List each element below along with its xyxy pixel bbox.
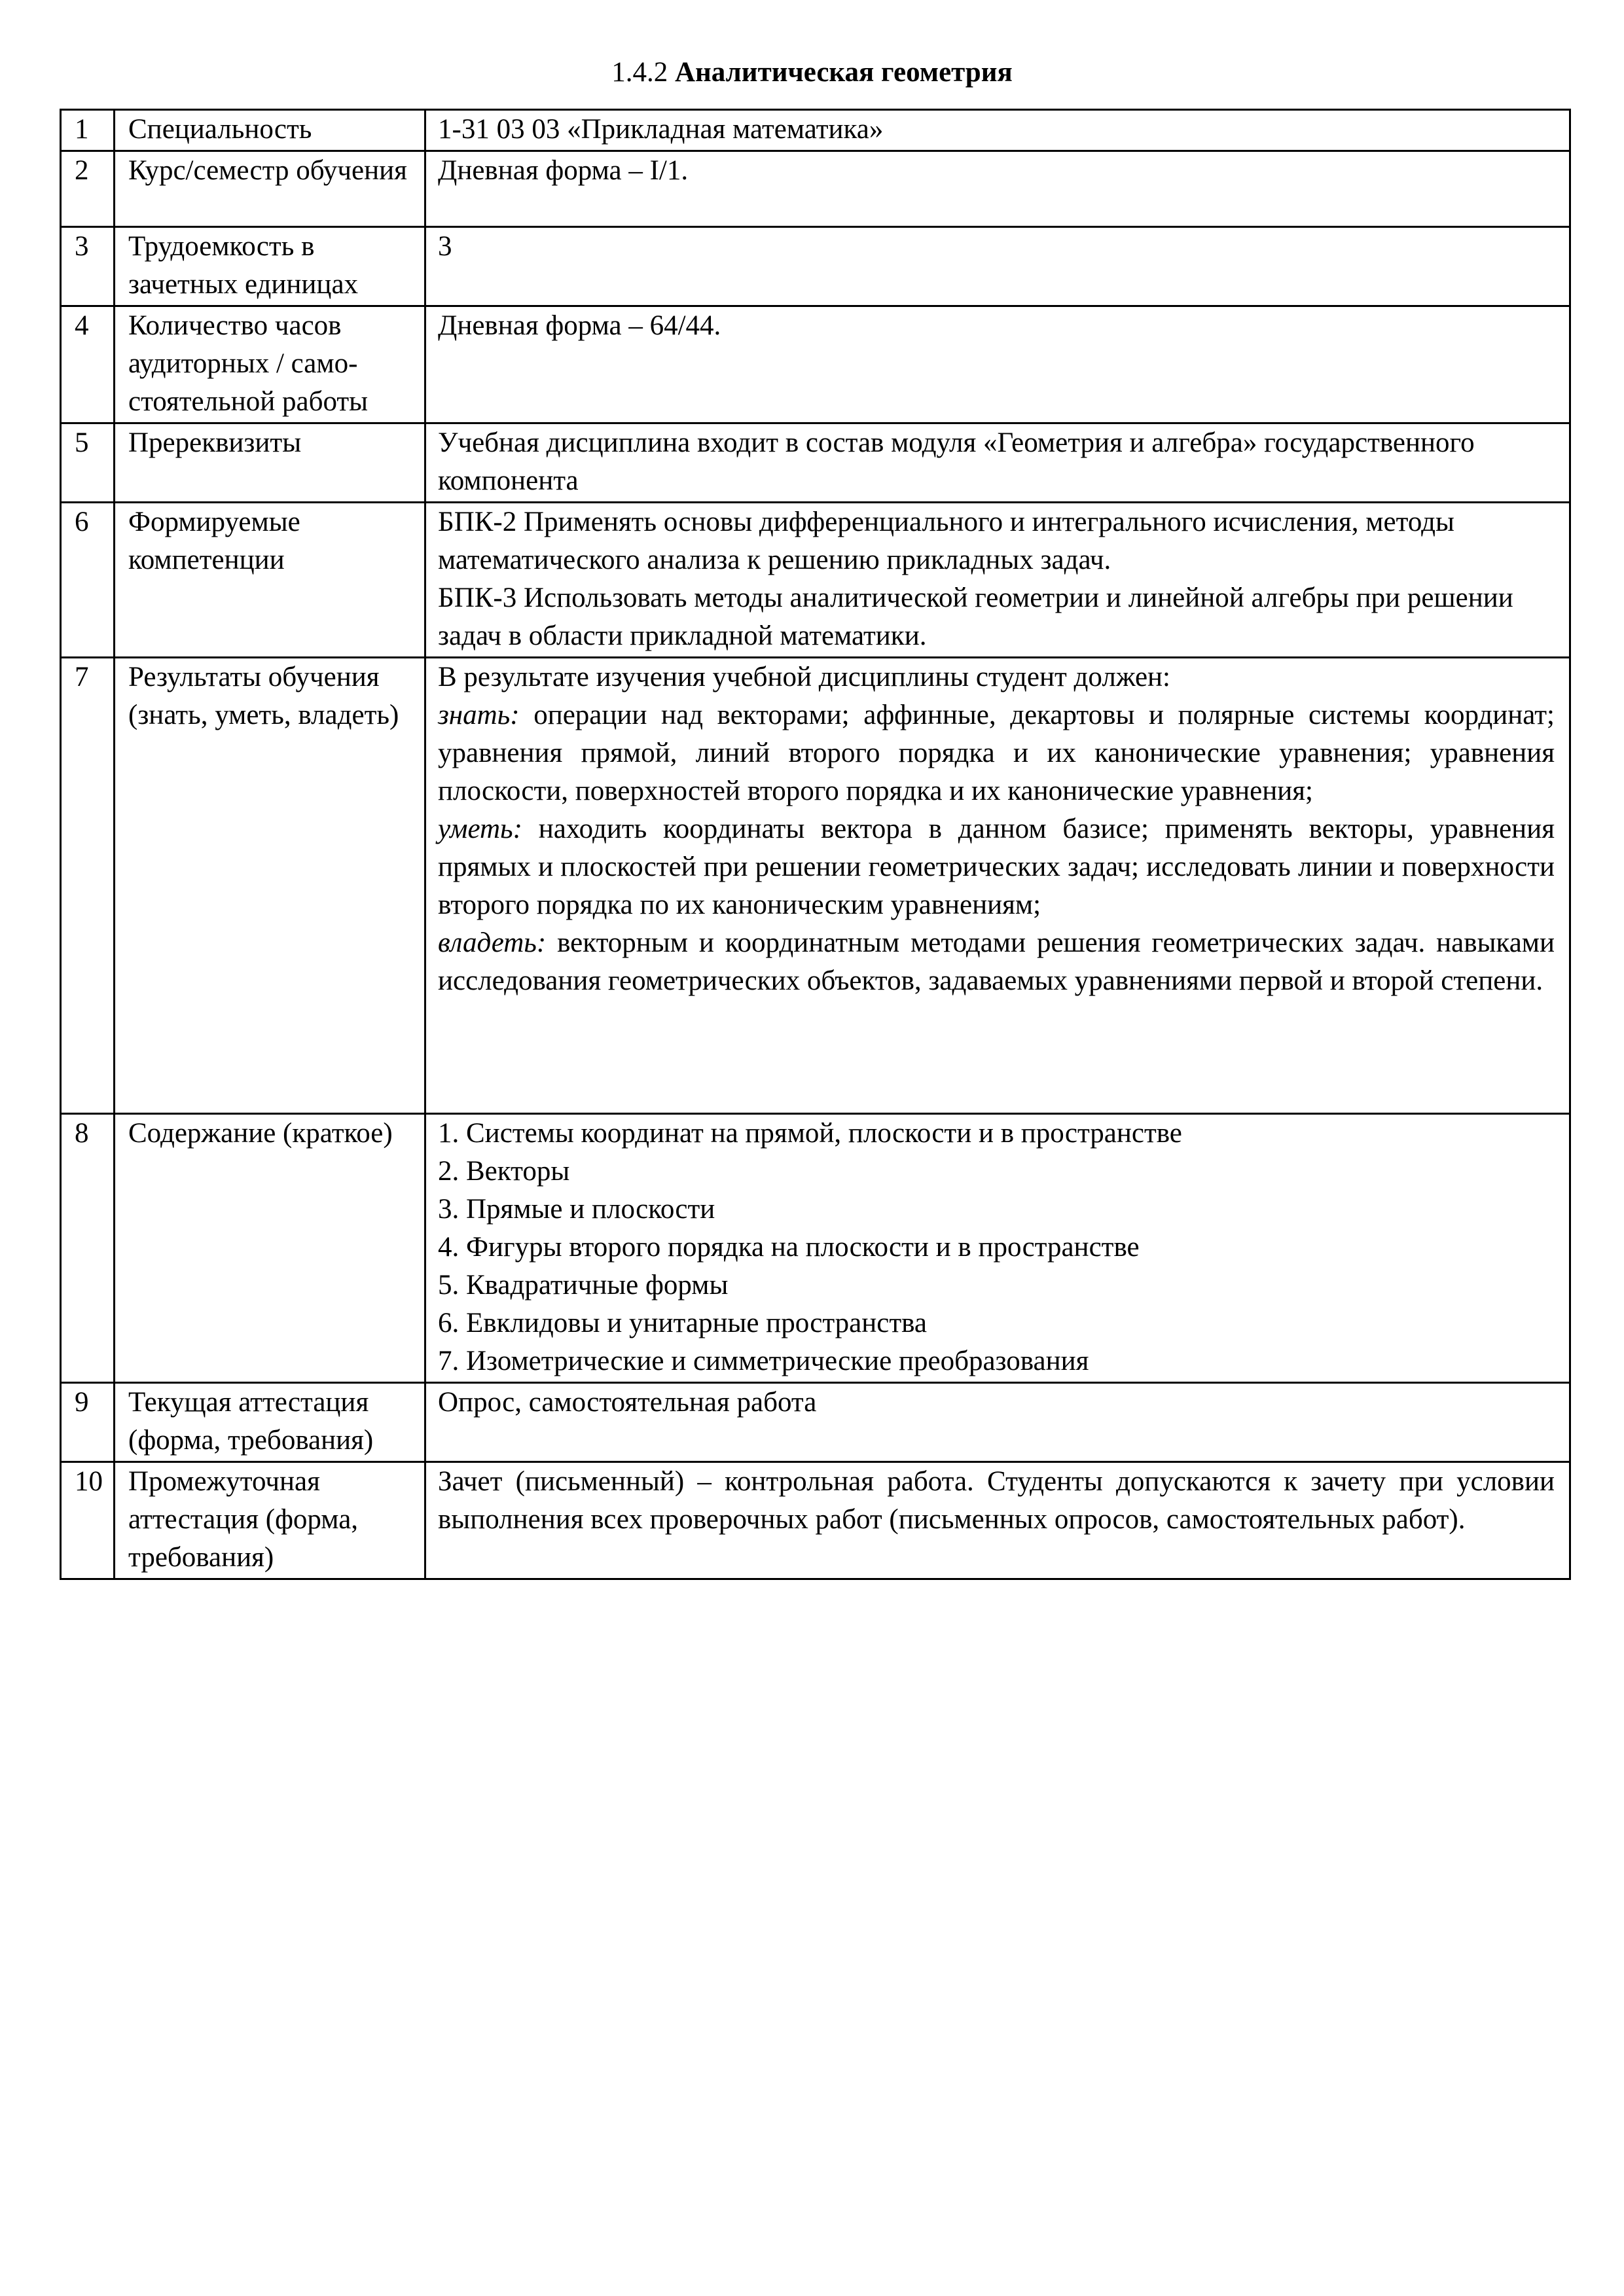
- results-intro: В результате изучения учебной дисциплины студент должен:: [438, 662, 1171, 692]
- row-content: [425, 1383, 1570, 1462]
- row-content: [425, 1114, 1570, 1383]
- row-content: [425, 423, 1570, 503]
- content-text: Дневная форма – 64/44.: [438, 310, 721, 341]
- results-know: [438, 696, 1555, 810]
- row-number: 4: [61, 306, 115, 423]
- table-row: [61, 1114, 1570, 1383]
- can-text: находить координаты вектора в данном базисе; применять векторы, уравнения прямых и плоскостей при решении геометрических задач; исследовать линии и поверхности второго порядка по их каноническим уравнениям;: [438, 814, 1555, 920]
- discipline-name: Аналитическая геометрия: [674, 57, 1013, 88]
- row-content: [425, 110, 1570, 151]
- row-number: 10: [61, 1462, 115, 1579]
- list-item: 1. Системы координат на прямой, плоскости и в пространстве: [438, 1118, 1182, 1149]
- row-content: [425, 503, 1570, 658]
- results-master: [438, 924, 1555, 1000]
- content-text: 3: [438, 231, 452, 262]
- row-number: 5: [61, 423, 115, 503]
- row-number: 7: [61, 658, 115, 1114]
- content-text: 1-31 03 03 «Прикладная математика»: [438, 114, 884, 145]
- row-content: [425, 658, 1570, 1114]
- table-row: [61, 306, 1570, 423]
- row-content: [425, 306, 1570, 423]
- row-number: 3: [61, 227, 115, 306]
- can-lead: уметь:: [438, 814, 522, 844]
- table-row: [61, 227, 1570, 306]
- table-row: [61, 503, 1570, 658]
- competence-bpk2: БПК-2 Применять основы дифференциального и интегрального исчисления, методы математического анализа к решению прикладных задач.: [438, 507, 1454, 575]
- row-label: Трудоемкость в зачетных единицах: [115, 227, 425, 306]
- list-item: 6. Евклидовы и унитарные пространства: [438, 1308, 927, 1338]
- row-number: 1: [61, 110, 115, 151]
- results-can: [438, 810, 1555, 924]
- content-text: Опрос, самостоятельная работа: [438, 1387, 817, 1418]
- table-row: [61, 110, 1570, 151]
- list-item: 2. Векторы: [438, 1156, 570, 1187]
- content-text: Зачет (письменный) – контрольная работа. Студенты допускаются к зачету при условии выполнения всех проверочных работ (письменных опросов, самостоятельных работ).: [438, 1466, 1555, 1535]
- list-item: 7. Изометрические и симметрические преобразования: [438, 1346, 1089, 1376]
- table-row: [61, 423, 1570, 503]
- page-title: [0, 54, 1624, 92]
- list-item: 5. Квадратичные формы: [438, 1270, 729, 1300]
- list-item: 3. Прямые и плоскости: [438, 1194, 715, 1225]
- table-row: [61, 658, 1570, 1114]
- row-label: Курс/семестр обучения: [115, 151, 425, 227]
- know-lead: знать:: [438, 700, 520, 730]
- row-label: Специальность: [115, 110, 425, 151]
- row-content: [425, 1462, 1570, 1579]
- row-label: Промежуточная аттестация (форма, требования): [115, 1462, 425, 1579]
- competence-bpk3: БПК-3 Использовать методы аналитической геометрии и линейной алгебры при решении задач в области прикладной математики.: [438, 583, 1513, 651]
- row-content: [425, 227, 1570, 306]
- row-number: 6: [61, 503, 115, 658]
- table-row: [61, 151, 1570, 227]
- row-label: Количество часов аудиторных / самостоятельной работы: [115, 306, 425, 423]
- row-label: Содержание (краткое): [115, 1114, 425, 1383]
- row-number: 2: [61, 151, 115, 227]
- row-number: 8: [61, 1114, 115, 1383]
- syllabus-table: [60, 109, 1571, 1580]
- table-row: [61, 1462, 1570, 1579]
- section-number: 1.4.2: [611, 57, 668, 88]
- row-label: Пререквизиты: [115, 423, 425, 503]
- row-label: Текущая аттестация (форма, требования): [115, 1383, 425, 1462]
- list-item: 4. Фигуры второго порядка на плоскости и в пространстве: [438, 1232, 1140, 1263]
- row-content: [425, 151, 1570, 227]
- know-text: операции над векторами; аффинные, декартовы и полярные системы координат; уравнения прямой, линий второго порядка и их канонические уравнения; уравнения плоскости, поверхностей второго порядка и их канонические уравнения;: [438, 700, 1555, 806]
- row-label: Результаты обучения (знать, уметь, владеть): [115, 658, 425, 1114]
- table-row: [61, 1383, 1570, 1462]
- row-number: 9: [61, 1383, 115, 1462]
- content-text: Дневная форма – I/1.: [438, 155, 689, 186]
- row-label: Формируемые компетенции: [115, 503, 425, 658]
- master-lead: владеть:: [438, 927, 547, 958]
- master-text: векторным и координатным методами решения геометрических задач. навыками исследования геометрических объектов, задаваемых уравнениями первой и второй степени.: [438, 927, 1555, 996]
- content-text: Учебная дисциплина входит в состав модуля «Геометрия и алгебра» государственного компонента: [438, 427, 1475, 496]
